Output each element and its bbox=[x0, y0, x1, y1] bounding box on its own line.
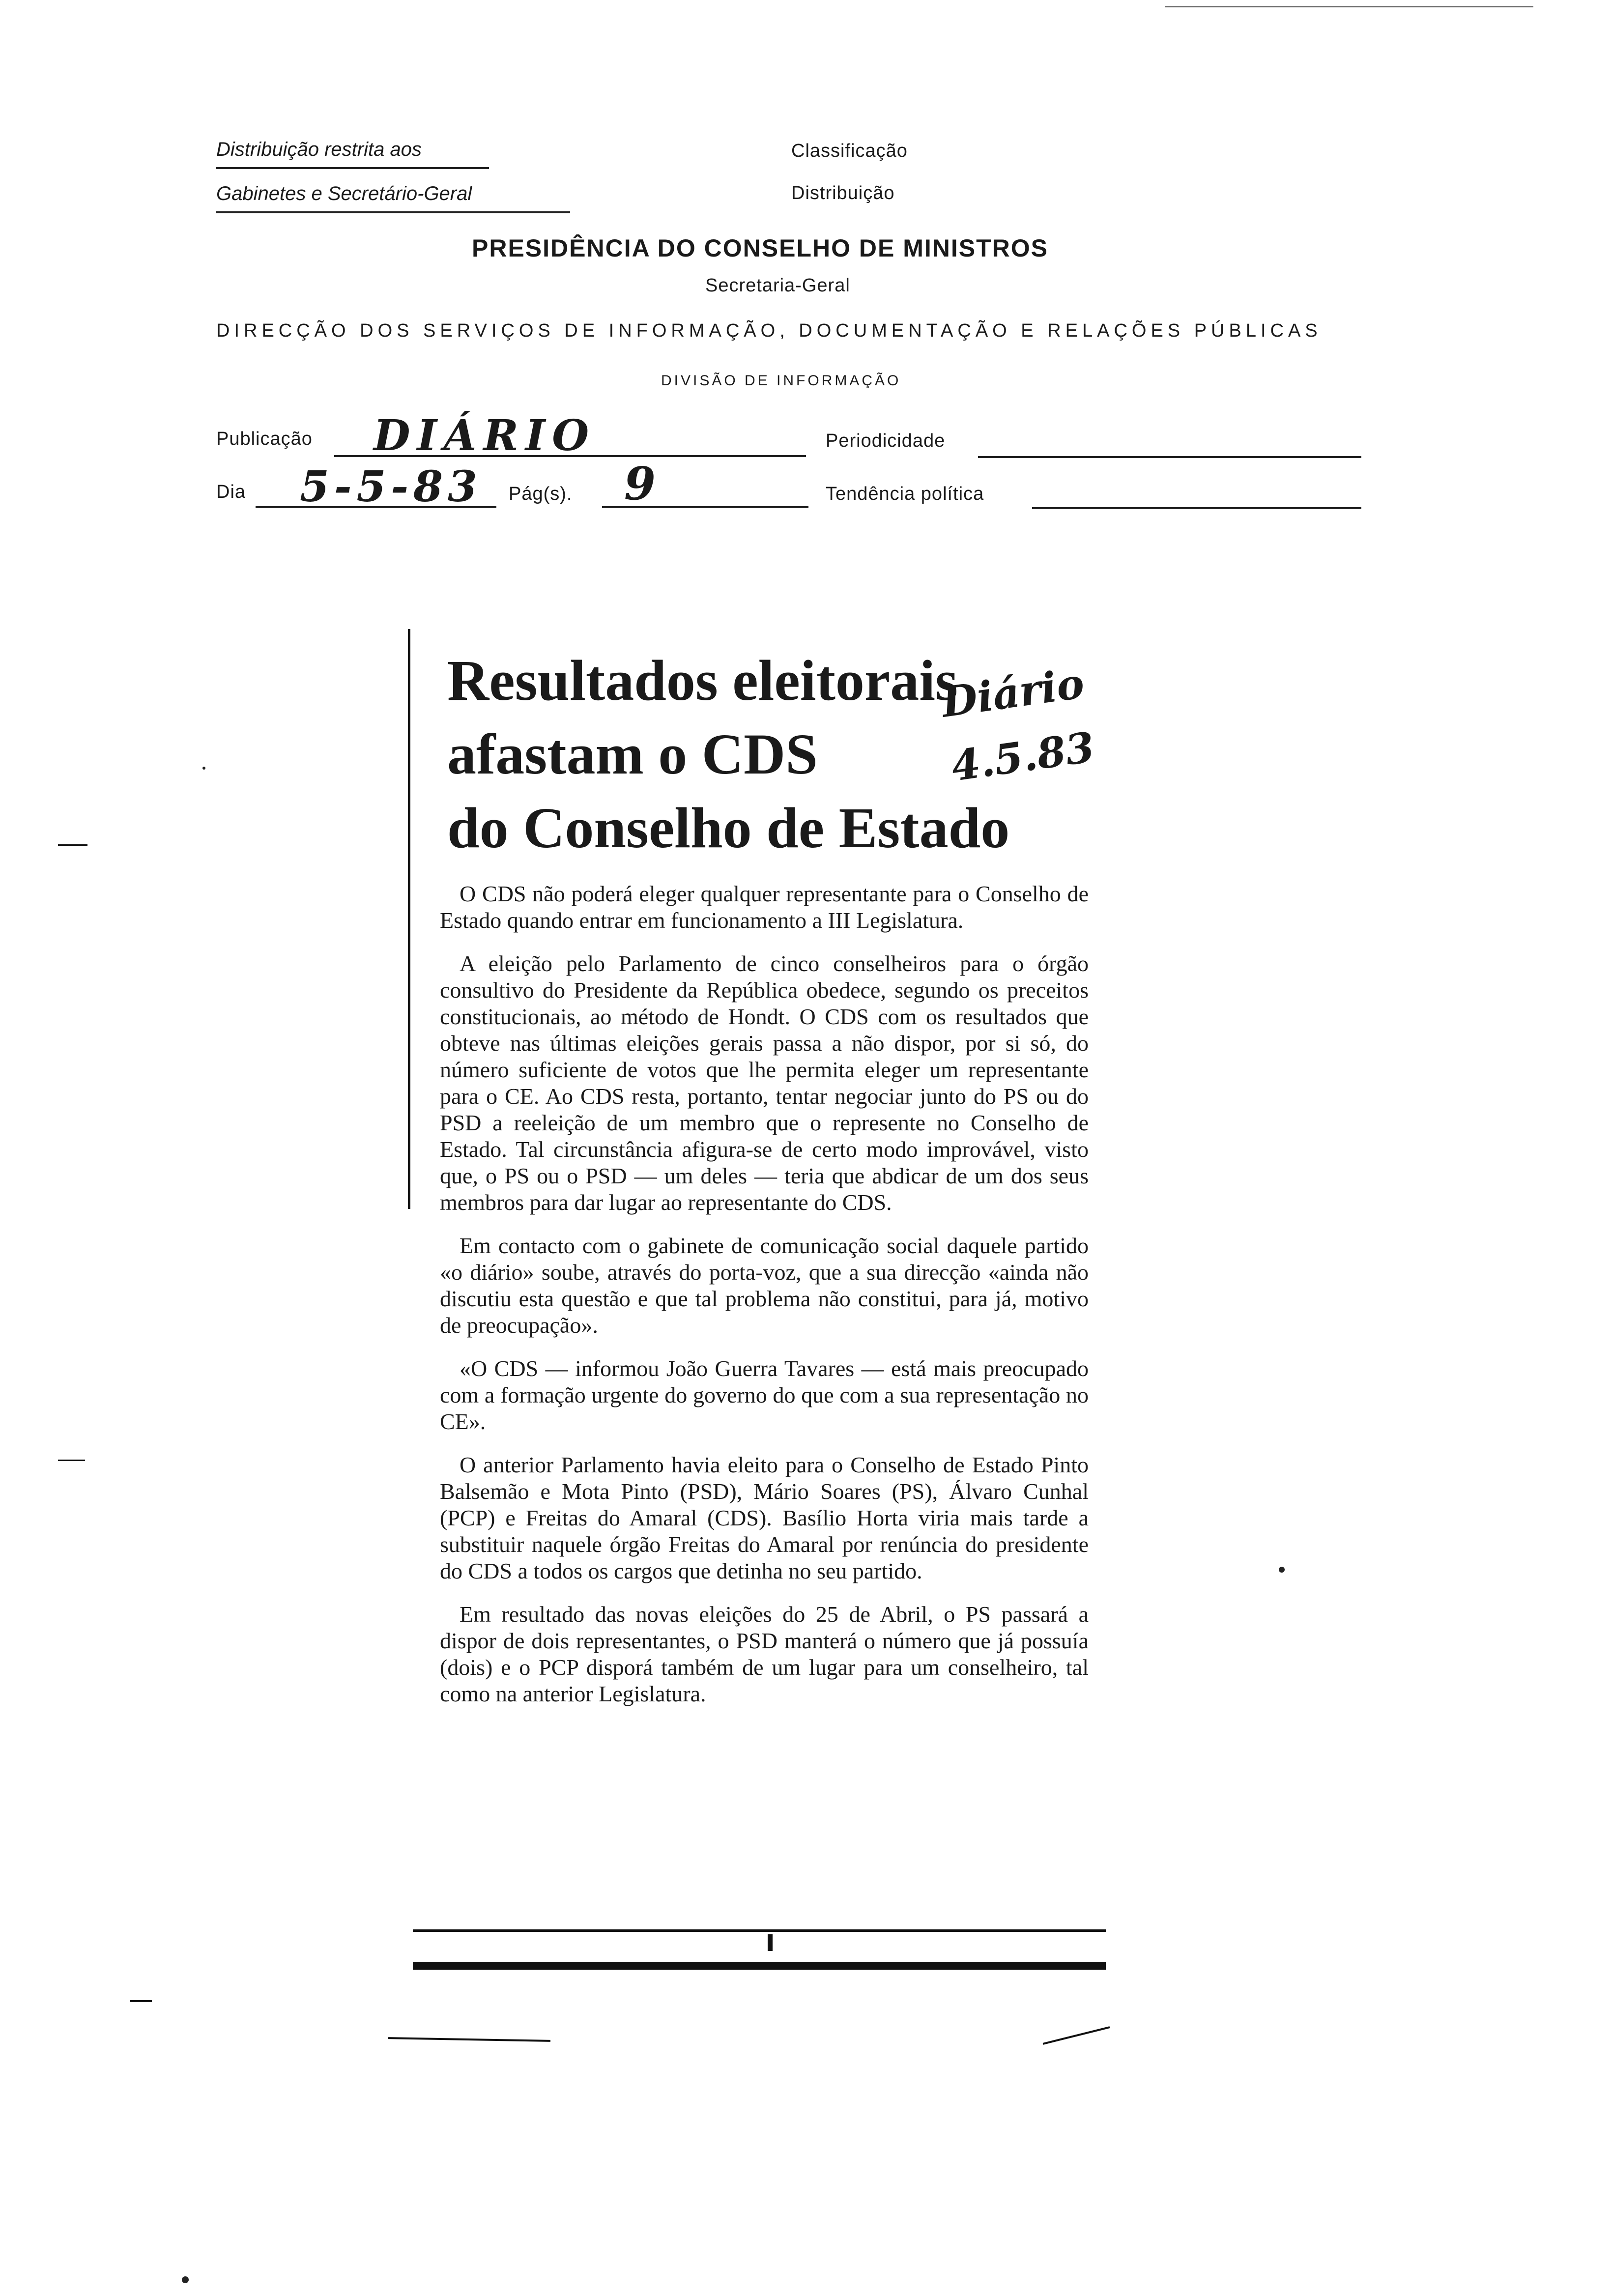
scan-speck-2 bbox=[1279, 1567, 1285, 1573]
article-paragraph-6: Em resultado das novas eleições do 25 de Abril, o PS passará a dispor de dois representantes, o PSD manterá o número que já possuía (dois) e o PCP disporá também de um lugar para um conselheiro, tal como na anterior Legislatura. bbox=[440, 1602, 1089, 1706]
scan-mark-left-3 bbox=[130, 2000, 152, 2002]
article-end-rule-thick bbox=[413, 1962, 1106, 1970]
scan-speck-3 bbox=[202, 767, 205, 770]
distribution-underline-2 bbox=[216, 211, 570, 213]
publicacao-label: Publicação bbox=[216, 429, 313, 449]
article-paragraph-5: O anterior Parlamento havia eleito para o Conselho de Estado Pinto Balsemão e Mota Pinto (PSD), Mário Soares (PS), Álvaro Cunhal (PCP) e Freitas do Amaral (CDS). Basílio Horta viria mais tarde a substituir naquele órgão Freitas do Amaral por renúncia do presidente do CDS a todos os cargos que detinha no seu partido. bbox=[440, 1452, 1089, 1583]
dia-field-line bbox=[256, 506, 496, 508]
tendencia-field-line bbox=[1032, 507, 1361, 509]
tendencia-label: Tendência política bbox=[826, 484, 984, 504]
pags-field-line bbox=[602, 506, 808, 508]
handwritten-annotation-line-2: 4.5.83 bbox=[948, 722, 1097, 791]
handwritten-annotation-line-1: Diário bbox=[938, 659, 1087, 727]
article-paragraph-4: «O CDS — informou João Guerra Tavares — está mais preocupado com a formação urgente do governo do que com a sua representação no CE». bbox=[440, 1356, 1089, 1434]
organization-name: PRESIDÊNCIA DO CONSELHO DE MINISTROS bbox=[472, 234, 1049, 262]
distribution-restriction-line1: Distribuição restrita aos bbox=[216, 139, 422, 160]
organization-subtitle: Secretaria-Geral bbox=[705, 275, 850, 296]
article-paragraph-1: O CDS não poderá eleger qualquer representante para o Conselho de Estado quando entrar em funcionamento a III Legislatura. bbox=[440, 881, 1089, 933]
dia-label: Dia bbox=[216, 482, 246, 502]
scan-mark-top-right bbox=[1165, 6, 1533, 7]
distribution-underline-1 bbox=[216, 167, 489, 169]
article-title-line-1: Resultados eleitorais bbox=[447, 648, 958, 713]
article-title-line-2: afastam o CDS bbox=[447, 722, 818, 786]
scan-mark-left-2 bbox=[58, 1460, 85, 1461]
publicacao-field-line bbox=[334, 455, 806, 457]
classificacao-label: Classificação bbox=[791, 141, 908, 161]
divisao-line: DIVISÃO DE INFORMAÇÃO bbox=[661, 373, 901, 389]
article-paragraph-2: A eleição pelo Parlamento de cinco conselheiros para o órgão consultivo do Presidente da República obedece, segundo os preceitos constitucionais, ao método de Hondt. O CDS com os resultados que obteve nas últimas eleições gerais passa a não dispor, por si só, do número suficiente de votos que lhe permita eleger um representante para o CE. Ao CDS resta, portanto, tentar negociar junto do PS ou do PSD a reeleição de um membro que o represente no Conselho de Estado. Tal circunstância afigura-se de certo modo improvável, visto que, o PS ou o PSD — um deles — teria que abdicar de um dos seus membros para dar lugar ao representante do CDS. bbox=[440, 951, 1089, 1215]
dia-value: 5-5-83 bbox=[300, 462, 482, 512]
article-end-rule-thin bbox=[413, 1929, 1106, 1932]
clipping-left-border bbox=[408, 629, 410, 1209]
pags-label: Pág(s). bbox=[509, 484, 573, 504]
pags-value: 9 bbox=[624, 457, 656, 510]
article-paragraph-3: Em contacto com o gabinete de comunicação social daquele partido «o diário» soube, através do porta-voz, que a sua direcção «ainda não discutiu esta questão e que tal problema não constitui, para já, motivo de preocupação». bbox=[440, 1233, 1089, 1338]
article-title-line-3: do Conselho de Estado bbox=[447, 796, 1010, 860]
distribuicao-label: Distribuição bbox=[791, 183, 895, 203]
direccao-line: DIRECÇÃO DOS SERVIÇOS DE INFORMAÇÃO, DOCUMENTAÇÃO E RELAÇÕES PÚBLICAS bbox=[216, 320, 1322, 341]
scan-stroke-bottom-2 bbox=[1043, 2026, 1110, 2045]
article-body bbox=[440, 881, 1089, 1724]
article-end-marker bbox=[768, 1934, 773, 1951]
scan-stroke-bottom-1 bbox=[388, 2037, 550, 2042]
publicacao-value: DIÁRIO bbox=[374, 411, 596, 460]
distribution-restriction-line2: Gabinetes e Secretário-Geral bbox=[216, 183, 472, 204]
scan-speck-1 bbox=[182, 2276, 189, 2283]
periodicidade-field-line bbox=[978, 456, 1361, 458]
periodicidade-label: Periodicidade bbox=[826, 430, 946, 451]
scan-mark-left-1 bbox=[58, 844, 87, 846]
